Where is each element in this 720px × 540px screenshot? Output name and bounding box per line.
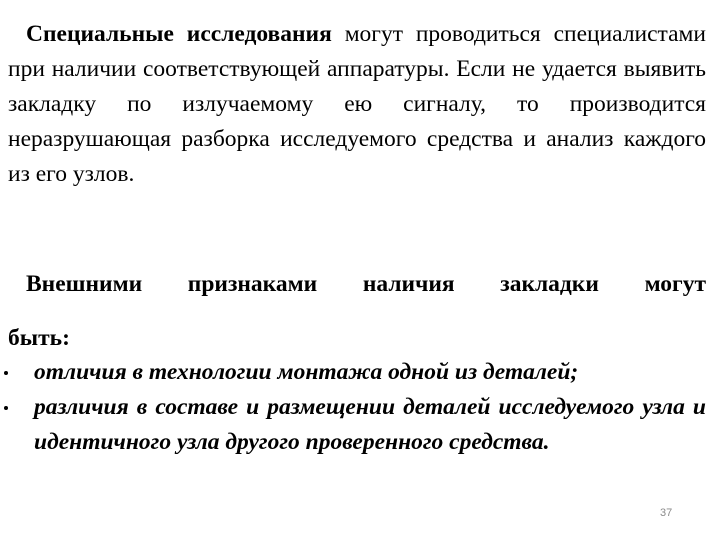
section-heading-line2: быть:: [8, 325, 70, 351]
bullet-icon: [4, 371, 8, 375]
bullet-icon: [4, 406, 8, 410]
signs-list: [0, 355, 720, 460]
section-heading-line1: Внешними признаками наличия закладки могут: [26, 271, 706, 297]
paragraph-lead-bold: Специальные исследования: [26, 21, 332, 47]
list-item-text: различия в составе и размещении деталей исследуемого узла и идентичного узла другого проверенного средства.: [34, 394, 706, 455]
paragraph-body: могут проводиться специалистами при наличии соответствующей аппаратуры. Если не удается выявить закладку по излучаемому ею сигналу, то производится неразрушающая разборка исследуемого средства и анализ каждого из его узлов.: [8, 21, 706, 187]
list-item-text: отличия в технологии монтажа одной из деталей;: [34, 359, 579, 385]
paragraph-special-research: [8, 17, 706, 192]
list-item: [0, 390, 706, 460]
page-number: 37: [660, 507, 673, 519]
list-item: [0, 355, 706, 390]
